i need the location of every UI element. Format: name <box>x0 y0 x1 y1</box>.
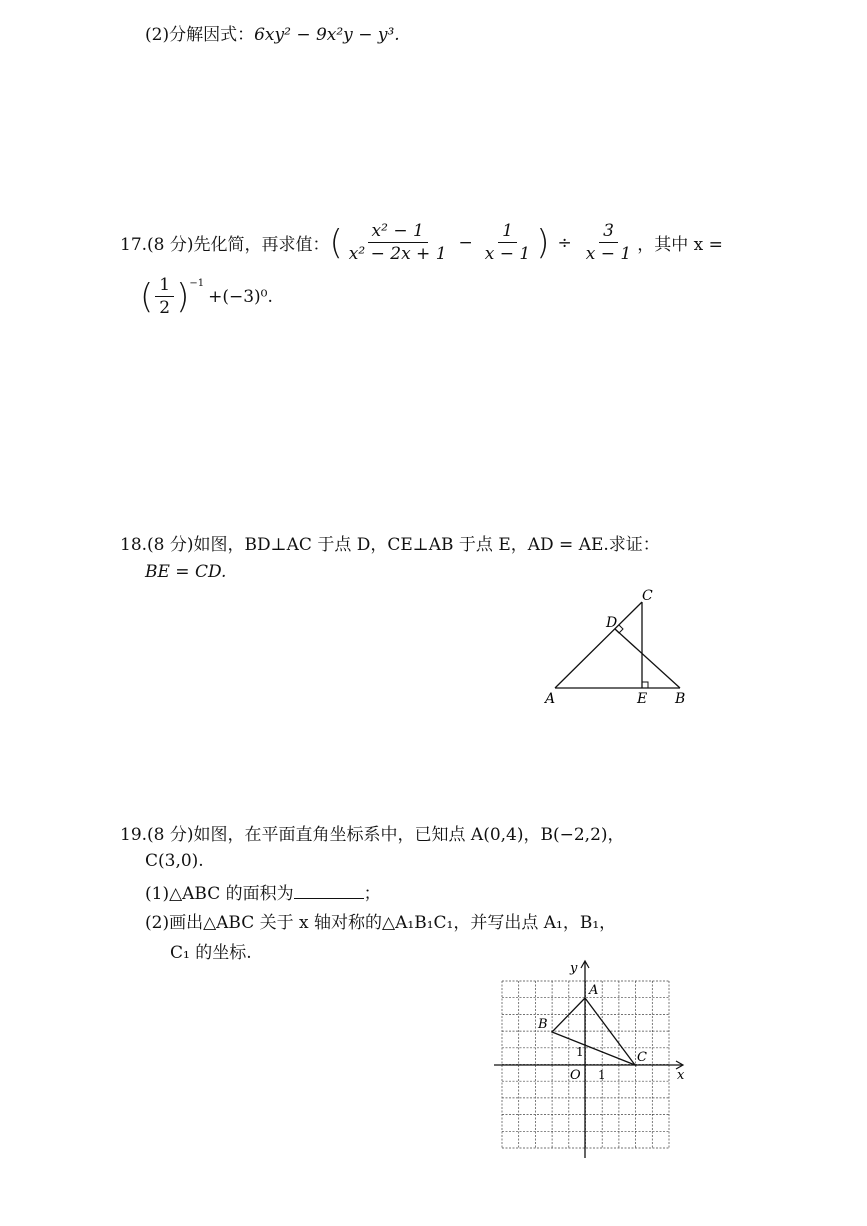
unit-label-x: 1 <box>598 1068 606 1082</box>
label-b: B <box>675 691 686 707</box>
q17-condition: ，其中 x = <box>637 235 723 255</box>
q18-line2 <box>145 562 226 582</box>
q18-line1 <box>120 530 660 555</box>
label-a: A <box>545 691 556 707</box>
label-d: D <box>606 615 618 631</box>
q19-line1 <box>120 820 625 845</box>
q17-fraction-2-numerator: 1 <box>498 222 517 243</box>
q16-part2-expression: 6xy² − 9x²y − y³. <box>254 25 400 45</box>
q18-to-prove: BE = CD. <box>145 562 227 582</box>
q19-part1-end: ； <box>363 884 381 904</box>
q17-fraction-2-denominator: x − 1 <box>484 244 531 264</box>
point-label-b: B <box>538 1017 548 1032</box>
q19-coordinate-grid <box>490 958 690 1160</box>
point-label-c: C <box>637 1050 647 1065</box>
left-paren: ( <box>140 276 154 317</box>
q17-exponent: −1 <box>189 278 205 289</box>
right-paren: ) <box>176 276 190 317</box>
q17-rest: +(−3)⁰. <box>208 286 273 307</box>
label-c: C <box>642 588 653 604</box>
q19-part2-line2 <box>170 938 252 963</box>
q17-line1 <box>120 222 723 263</box>
q17-half-numerator: 1 <box>155 276 174 297</box>
q19-part2-line1 <box>145 908 616 933</box>
unit-label-y: 1 <box>576 1045 584 1059</box>
segment-bd <box>615 629 680 688</box>
q19-part2-text: (2)画出△ABC 关于 x 轴对称的△A₁B₁C₁，并写出点 A₁，B₁， <box>145 913 617 933</box>
q17-fraction-3 <box>582 222 635 263</box>
answer-blank[interactable] <box>294 884 364 899</box>
q17-line2 <box>140 276 273 317</box>
q17-fraction-1 <box>345 222 451 263</box>
right-paren: ) <box>536 222 550 263</box>
right-angle-mark-e <box>642 682 648 688</box>
q17-half-denominator: 2 <box>159 298 171 318</box>
q19-part2-text-2: C₁ 的坐标. <box>170 943 252 963</box>
label-e: E <box>637 691 648 707</box>
q17-half-fraction <box>155 276 174 317</box>
q18-triangle-figure <box>540 585 700 710</box>
axis-label-y: y <box>570 961 578 976</box>
q19-statement: 19.(8 分)如图，在平面直角坐标系中，已知点 A(0,4)，B(−2,2)， <box>120 825 625 845</box>
q17-fraction-3-denominator: x − 1 <box>585 244 632 264</box>
q17-fraction-2 <box>481 222 534 263</box>
q17-fraction-1-denominator: x² − 2x + 1 <box>348 244 447 264</box>
segment-ac <box>555 602 642 688</box>
axis-label-x: x <box>677 1068 685 1083</box>
q19-part1-text: (1)△ABC 的面积为 <box>145 884 294 904</box>
origin-label: O <box>570 1068 581 1083</box>
triangle-abc <box>552 998 635 1065</box>
q18-statement: 18.(8 分)如图，BD⊥AC 于点 D，CE⊥AB 于点 E，AD = AE.求证： <box>120 535 660 555</box>
q17-fraction-3-numerator: 3 <box>599 222 618 243</box>
q19-part1 <box>145 879 381 904</box>
q17-heading: 17.(8 分)先化简，再求值： <box>120 235 330 255</box>
point-label-a: A <box>589 983 599 998</box>
left-paren: ( <box>329 222 343 263</box>
q16-part2 <box>145 20 400 45</box>
q19-line2 <box>145 851 204 871</box>
minus-sign: − <box>458 232 473 253</box>
divide-sign: ÷ <box>557 232 572 253</box>
q17-fraction-1-numerator: x² − 1 <box>368 222 428 243</box>
q19-point-c: C(3,0). <box>145 851 204 871</box>
q16-part2-label: (2)分解因式： <box>145 25 255 45</box>
